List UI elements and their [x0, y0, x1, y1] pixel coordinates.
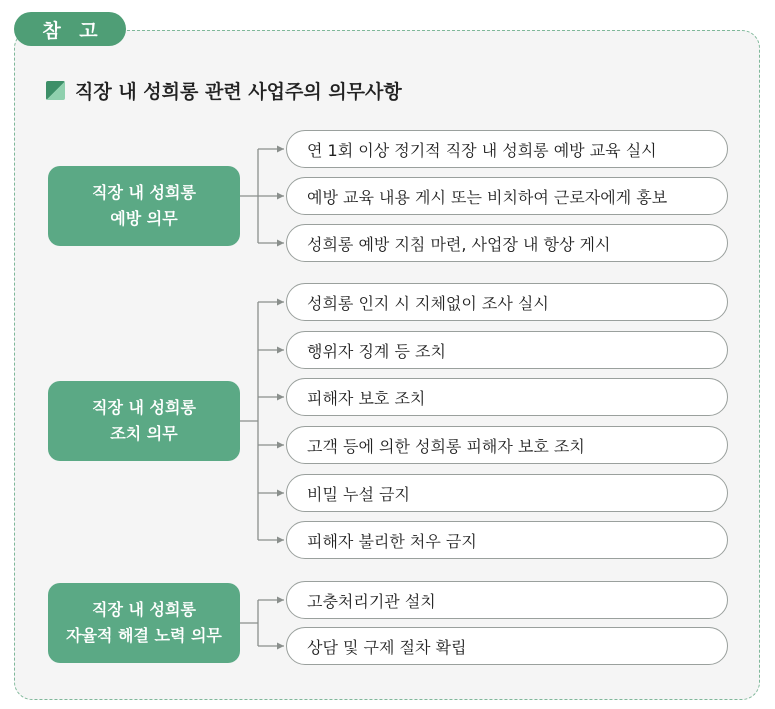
duty-item: 피해자 불리한 처우 금지: [286, 521, 728, 559]
duty-item: 예방 교육 내용 게시 또는 비치하여 근로자에게 홍보: [286, 177, 728, 215]
duty-item: 성희롱 예방 지침 마련, 사업장 내 항상 게시: [286, 224, 728, 262]
duty-item: 고충처리기관 설치: [286, 581, 728, 619]
duty-item: 상담 및 구제 절차 확립: [286, 627, 728, 665]
category-line: 예방 의무: [110, 209, 178, 228]
category-line: 직장 내 성희롱: [92, 398, 196, 417]
category-action-duty: [48, 381, 240, 461]
duty-item: 행위자 징계 등 조치: [286, 331, 728, 369]
category-line: 조치 의무: [110, 424, 178, 443]
category-prevention-duty: [48, 166, 240, 246]
reference-tag: 참 고: [14, 12, 126, 46]
duty-item: 비밀 누설 금지: [286, 474, 728, 512]
duty-item: 성희롱 인지 시 지체없이 조사 실시: [286, 283, 728, 321]
duty-item: 연 1회 이상 정기적 직장 내 성희롱 예방 교육 실시: [286, 130, 728, 168]
duty-item: 피해자 보호 조치: [286, 378, 728, 416]
category-voluntary-resolution-duty: [48, 583, 240, 663]
section-heading-text: 직장 내 성희롱 관련 사업주의 의무사항: [75, 80, 402, 103]
category-line: 직장 내 성희롱: [92, 600, 196, 619]
category-line: 직장 내 성희롱: [92, 183, 196, 202]
duty-item: 고객 등에 의한 성희롱 피해자 보호 조치: [286, 426, 728, 464]
category-line: 자율적 해결 노력 의무: [66, 626, 222, 645]
